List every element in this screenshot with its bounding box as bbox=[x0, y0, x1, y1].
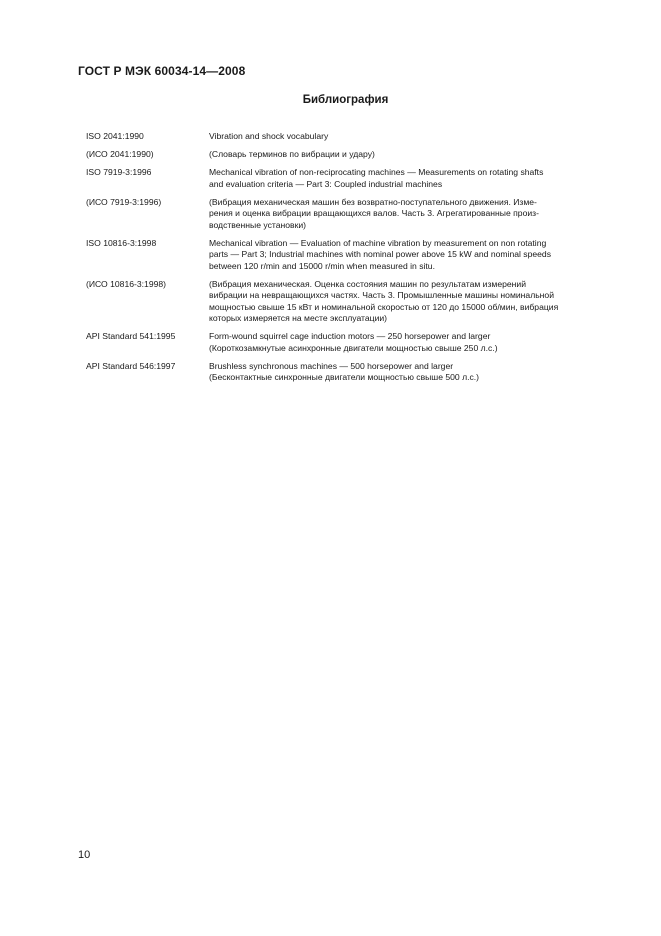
bibliography-entry bbox=[86, 131, 608, 143]
page-number: 10 bbox=[78, 849, 91, 861]
bibliography-entry bbox=[86, 331, 608, 354]
entry-description: Mechanical vibration — Evaluation of machine vibration by measurement on non rotating parts — Part 3; Industrial machines with nominal power above 15 kW and nominal speeds between 120 r/min and 15000 r/min when measured in situ. bbox=[209, 237, 552, 271]
bibliography-entry bbox=[86, 167, 608, 190]
entry-reference: ISO 2041:1990 bbox=[86, 131, 144, 141]
entry-reference: ISO 7919-3:1996 bbox=[86, 167, 152, 177]
entry-description: Brushless synchronous machines — 500 horsepower and larger (Бесконтактные синхронные двигатели мощностью свыше 500 л.с.) bbox=[209, 360, 480, 382]
entry-reference: ISO 10816-3:1998 bbox=[86, 237, 157, 248]
entry-description: (Словарь терминов по вибрации и удару) bbox=[209, 149, 375, 159]
bibliography-entry bbox=[86, 279, 608, 325]
entry-reference: (ИСО 10816-3:1998) bbox=[86, 278, 167, 289]
entry-reference: API Standard 541:1995 bbox=[86, 331, 176, 341]
bibliography-entry bbox=[86, 238, 608, 273]
entry-description: Form-wound squirrel cage induction motors — 250 horsepower and larger (Короткозамкнутые асинхронные двигатели мощностью свыше 250 л.с.) bbox=[209, 331, 498, 353]
bibliography-title: Библиография bbox=[302, 94, 389, 106]
bibliography-list bbox=[86, 131, 608, 390]
document-header: ГОСТ Р МЭК 60034-14—2008 bbox=[78, 64, 246, 78]
entry-reference: API Standard 546:1997 bbox=[86, 360, 176, 371]
entry-description: (Вибрация механическая. Оценка состояния машин по результатам измерений вибрации на невращающихся частях. Часть 3. Промышленные машины номинальной мощностью свыше 15 кВт и номинальной скоростью от 120 до 15000 об/мин, вибрация которых измеряется на месте эксплуатации) bbox=[209, 278, 559, 323]
bibliography-entry bbox=[86, 361, 608, 384]
entry-description: Vibration and shock vocabulary bbox=[209, 131, 329, 141]
bibliography-entry bbox=[86, 149, 608, 161]
entry-description: Mechanical vibration of non-reciprocating machines — Measurements on rotating shafts and evaluation criteria — Part 3: Coupled industrial machines bbox=[209, 167, 544, 189]
entry-reference: (ИСО 2041:1990) bbox=[86, 149, 154, 159]
entry-description: (Вибрация механическая машин без возвратно-поступательного движения. Изме- рения и оценка вибрации вращающихся валов. Часть 3. Агрегатированные произ- водственные установки) bbox=[209, 196, 539, 230]
bibliography-entry bbox=[86, 197, 608, 232]
entry-reference: (ИСО 7919-3:1996) bbox=[86, 196, 162, 207]
